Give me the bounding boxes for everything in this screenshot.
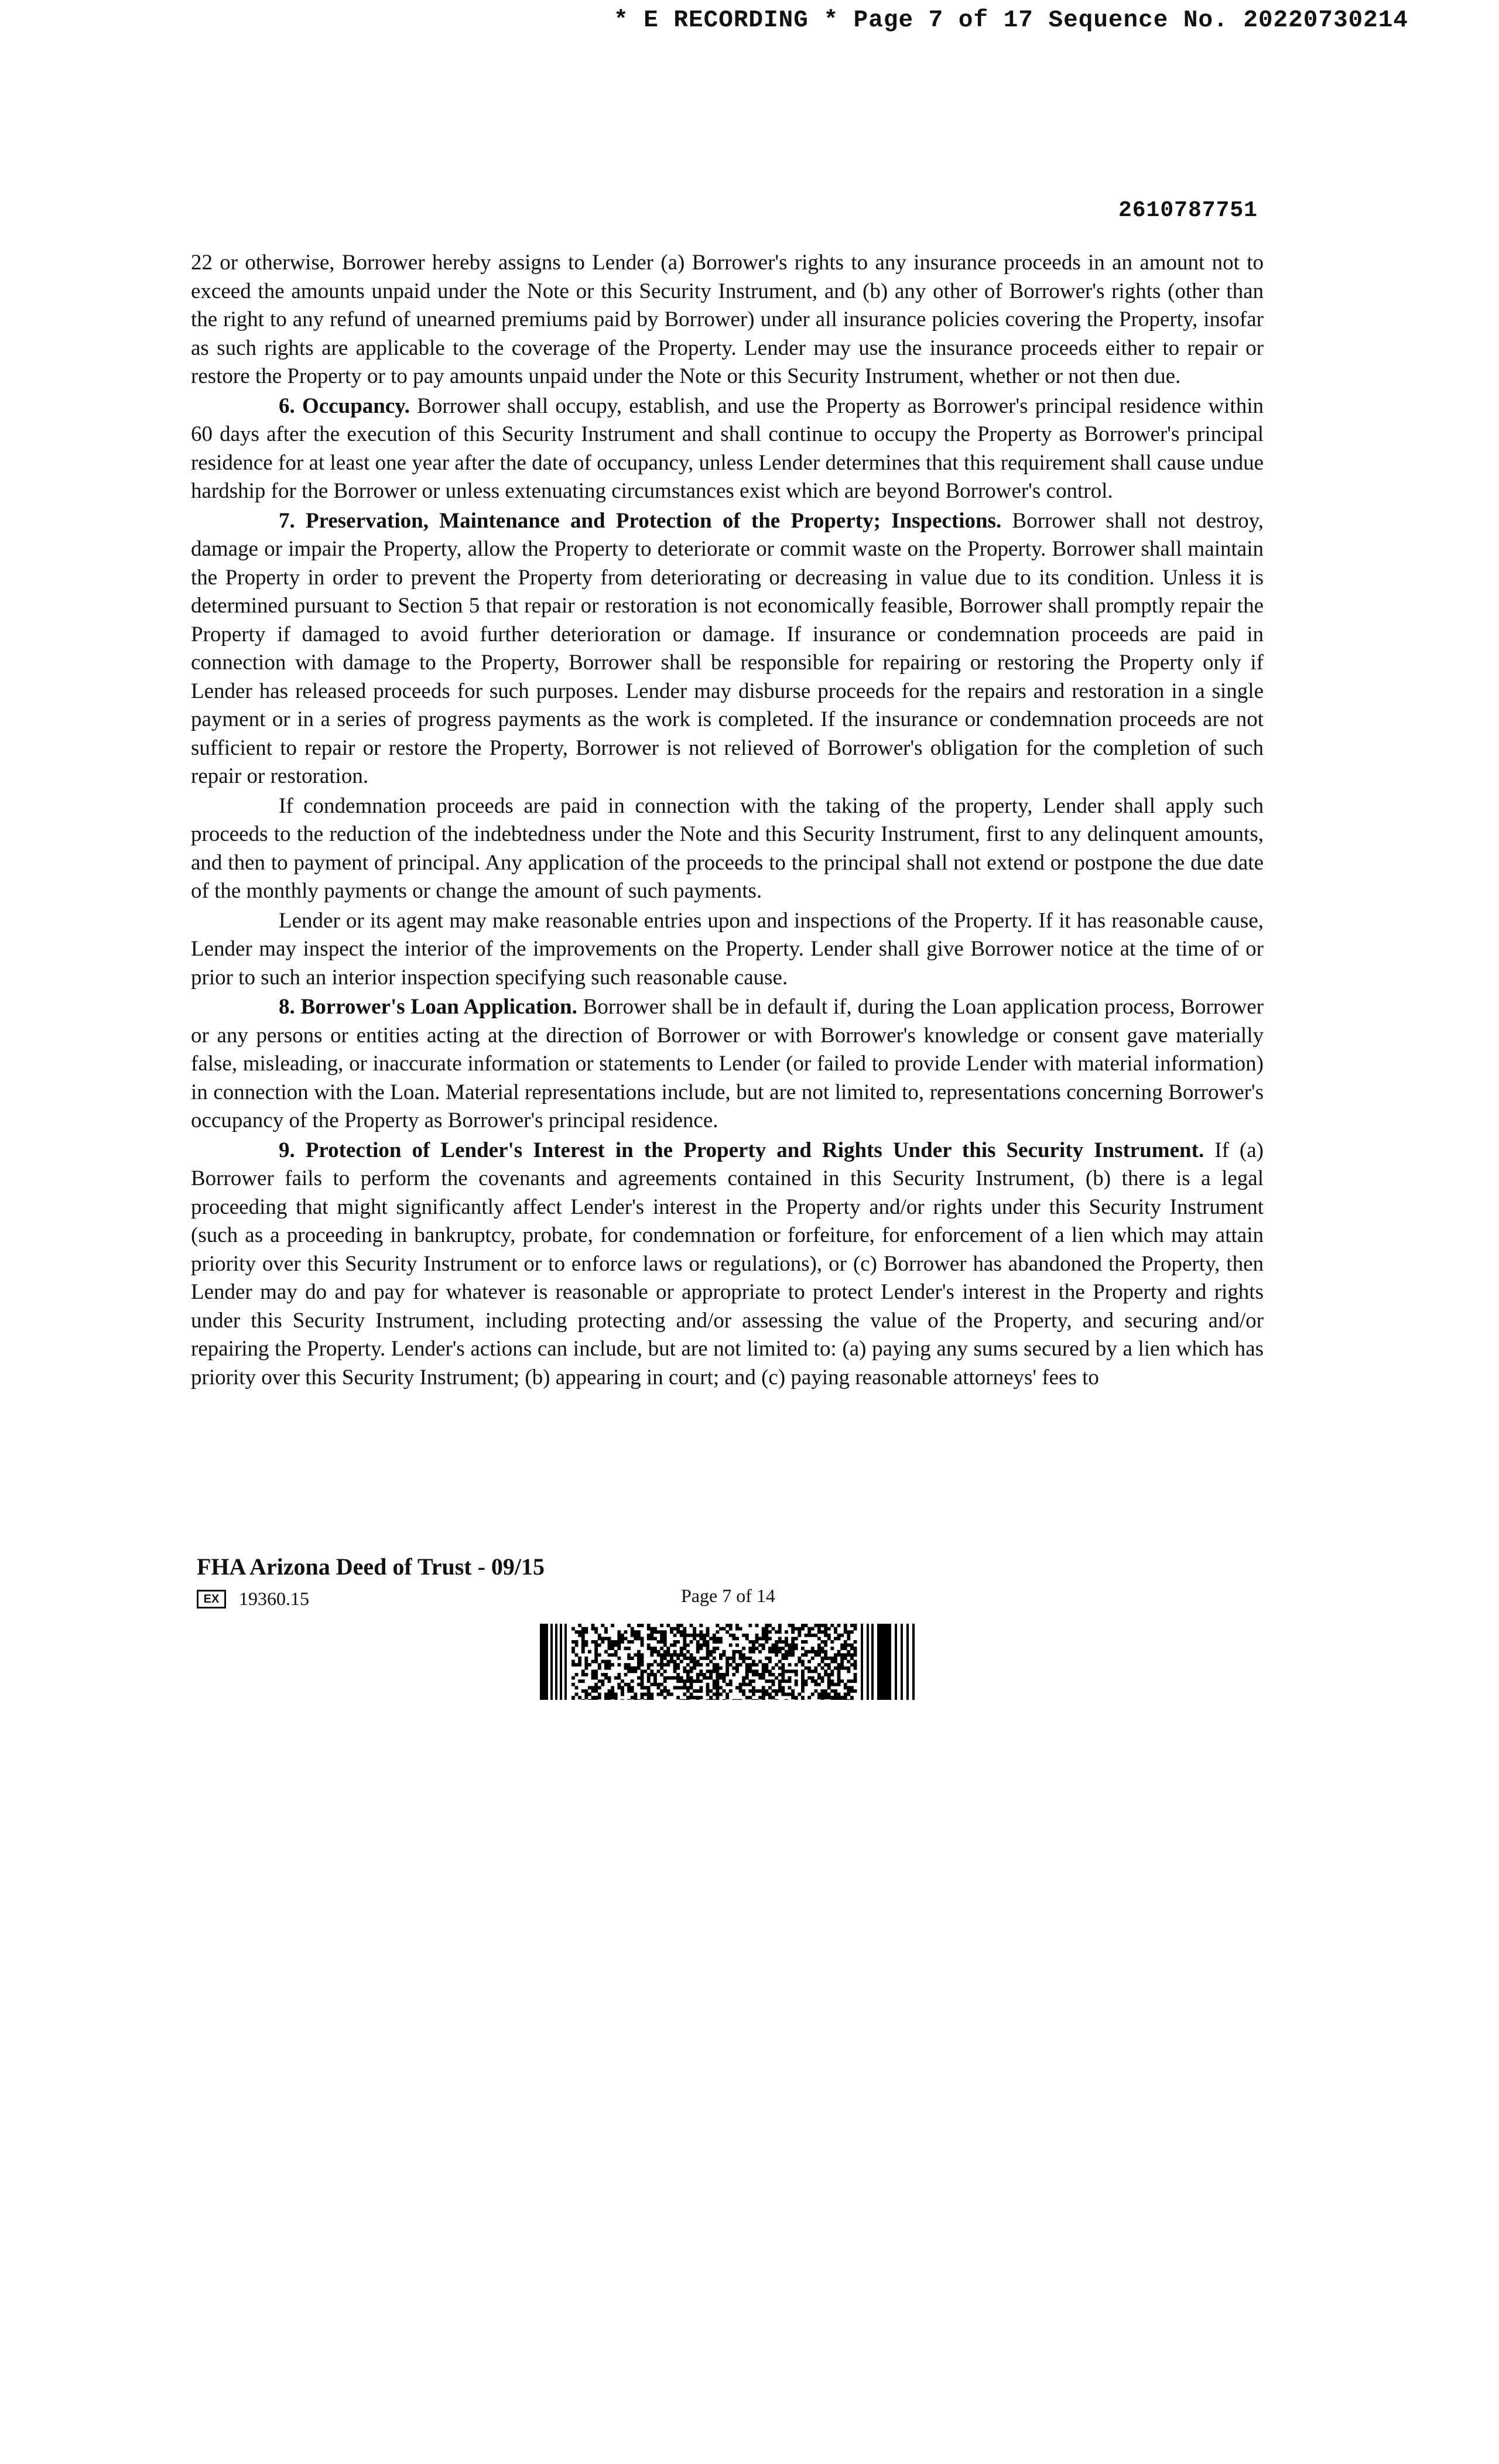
form-code: 19360.15 — [239, 1588, 309, 1609]
section-8-loan-application — [191, 993, 1264, 1135]
document-number: 2610787751 — [1118, 198, 1258, 223]
form-title: FHA Arizona Deed of Trust - 09/15 — [197, 1553, 545, 1580]
section-6-heading: 6. Occupancy. — [279, 393, 410, 418]
section-6-text: Borrower shall occupy, establish, and use the Property as Borrower's principal residence within 60 days after the execution of this Security Instrument and shall continue to occupy the Property as Borrower's principal residence for at least one year after the date of occupancy, unless Lender determines that this requirement shall cause undue hardship for the Borrower or unless extenuating circumstances exist which are beyond Borrower's control. — [191, 393, 1264, 503]
section-8-heading: 8. Borrower's Loan Application. — [279, 995, 577, 1019]
recording-stamp: * E RECORDING * Page 7 of 17 Sequence No. 20220730214 — [613, 7, 1408, 34]
section-9-protection — [191, 1137, 1264, 1392]
paragraph-inspection: Lender or its agent may make reasonable entries upon and inspections of the Property. If it has reasonable cause, Lender may inspect the interior of the improvements on the Property. Lender shall give Borrower notice at the time of or prior to such an interior inspection specifying such reasonable cause. — [191, 908, 1264, 990]
form-code-row — [197, 1588, 309, 1610]
section-7-text: Borrower shall not destroy, damage or impair the Property, allow the Property to deteriorate or commit waste on the Property. Borrower shall maintain the Property in order to prevent the Property from deteriorating or decreasing in value due to its condition. Unless it is determined pursuant to Section 5 that repair or restoration is not economically feasible, Borrower shall promptly repair the Property if damaged to avoid further deterioration or damage. If insurance or condemnation proceeds are paid in connection with damage to the Property, Borrower shall be responsible for repairing or restoring the Property only if Lender has released proceeds for such purposes. Lender may disburse proceeds for the repairs and restoration in a single payment or in a series of progress payments as the work is completed. If the insurance or condemnation proceeds are not sufficient to repair or restore the Property, Borrower is not relieved of Borrower's obligation for the completion of such repair or restoration. — [191, 508, 1264, 788]
paragraph-insurance-assignment: 22 or otherwise, Borrower hereby assigns to Lender (a) Borrower's rights to any insurance proceeds in an amount not to exceed the amounts unpaid under the Note or this Security Instrument, and (b) any other of Borrower's rights (other than the right to any refund of unearned premiums paid by Borrower) under all insurance policies covering the Property, insofar as such rights are applicable to the coverage of the Property. Lender may use the insurance proceeds either to repair or restore the Property or to pay amounts unpaid under the Note or this Security Instrument, whether or not then due. — [191, 251, 1264, 388]
section-7-preservation — [191, 507, 1264, 791]
ellie-mae-logo-icon: EX — [197, 1590, 226, 1609]
section-7-heading: 7. Preservation, Maintenance and Protection of the Property; Inspections. — [279, 508, 1002, 533]
section-6-occupancy — [191, 392, 1264, 506]
section-8-text: Borrower shall be in default if, during the Loan application process, Borrower or any persons or entities acting at the direction of Borrower or with Borrower's knowledge or consent gave materially false, misleading, or inaccurate information or statements to Lender (or failed to provide Lender with material information) in connection with the Loan. Material representations include, but are not limited to, representations concerning Borrower's occupancy of the Property as Borrower's principal residence. — [191, 995, 1264, 1132]
barcode-icon — [540, 1624, 922, 1700]
section-9-heading: 9. Protection of Lender's Interest in the Property and Rights Under this Security Instrument. — [279, 1138, 1204, 1162]
paragraph-condemnation: If condemnation proceeds are paid in connection with the taking of the property, Lender shall apply such proceeds to the reduction of the indebtedness under the Note and this Security Instrument, first to any delinquent amounts, and then to payment of principal. Any application of the proceeds to the principal shall not extend or postpone the due date of the monthly payments or change the amount of such payments. — [191, 793, 1264, 903]
section-9-text: If (a) Borrower fails to perform the covenants and agreements contained in this Security Instrument, (b) there is a legal proceeding that might significantly affect Lender's interest in the Property and/or rights under this Security Instrument (such as a proceeding in bankruptcy, probate, for condemnation or forfeiture, for enforcement of a lien which may attain priority over this Security Instrument or to enforce laws or regulations), or (c) Borrower has abandoned the Property, then Lender may do and pay for whatever is reasonable or appropriate to protect Lender's interest in the Property and rights under this Security Instrument, including protecting and/or assessing the value of the Property, and securing and/or repairing the Property. Lender's actions can include, but are not limited to: (a) paying any sums secured by a lien which has priority over this Security Instrument; (b) appearing in court; and (c) paying reasonable attorneys' fees to — [191, 1138, 1264, 1390]
page-number: Page 7 of 14 — [681, 1585, 775, 1606]
document-body — [191, 249, 1264, 1393]
